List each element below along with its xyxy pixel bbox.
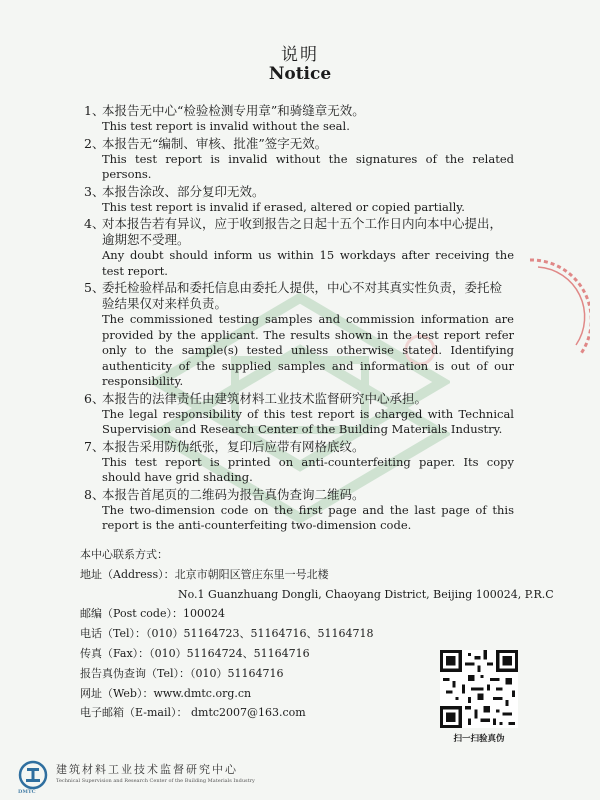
address-cn: 北京市朝阳区管庄东里一号北楼 xyxy=(174,567,329,581)
notice-text-en: Any doubt should inform us within 15 workdays after receiving the test report. xyxy=(102,248,514,278)
notice-item xyxy=(84,103,514,135)
dmtc-logo-icon xyxy=(18,760,48,790)
footer-org-name-en: Technical Supervision and Research Center of the Building Materials Industry xyxy=(56,778,255,784)
notice-number: 2、 xyxy=(84,135,105,151)
notice-text-en: This test report is invalid if erased, altered or copied partially. xyxy=(102,199,465,214)
contact-heading: 本中心联系方式： xyxy=(80,548,168,561)
notice-item xyxy=(84,280,514,390)
notice-number: 1、 xyxy=(84,103,105,118)
notice-text-en: This test report is invalid without the seal. xyxy=(102,119,350,133)
notice-item xyxy=(84,216,514,279)
notice-text-cn: 本报告的法律责任由建筑材料工业技术监督研究中心承担。 xyxy=(102,390,428,406)
notice-item xyxy=(84,391,514,438)
notice-number: 3、 xyxy=(84,183,105,199)
notice-text-cn: 本报告无“编制、审核、批准”签字无效。 xyxy=(102,135,328,151)
contact-email: 电子邮箱（E-mail）： dmtc2007@163.com xyxy=(80,706,306,720)
contact-tel: 电话（Tel）：（010）51164723、51164716、51164718 xyxy=(80,627,374,641)
notice-number: 6、 xyxy=(84,390,105,406)
qr-code-block[interactable] xyxy=(440,650,518,744)
qr-caption: 扫一扫验真伪 xyxy=(453,734,505,744)
notice-text-en: This test report is invalid without the signatures of the related persons. xyxy=(102,151,514,181)
footer-org-name-cn: 建筑材料工业技术监督研究中心 xyxy=(56,763,238,776)
notice-text-cn: 对本报告若有异议，应于收到报告之日起十五个工作日内向本中心提出，逾期恕不受理。 xyxy=(102,216,503,247)
notice-number: 5、 xyxy=(84,280,105,295)
footer-abbreviation: DMTC xyxy=(18,789,36,795)
notice-text-en: The commissioned testing samples and commission information are provided by the applicant. The results shown in the test report refer only to the sample(s) tested unless otherwise stated. Identifying authenticity of the supplied samples and information is out of our responsibility. xyxy=(102,312,514,388)
notice-number: 8、 xyxy=(84,486,105,502)
footer xyxy=(10,758,310,794)
address-en: No.1 Guanzhuang Dongli, Chaoyang District, Beijing 100024, P.R.C xyxy=(178,587,554,601)
red-seal-icon xyxy=(520,255,590,365)
notice-text-cn: 本报告采用防伪纸张，复印后应带有网格底纹。 xyxy=(102,438,365,454)
notice-list xyxy=(84,103,514,535)
notice-item xyxy=(84,439,514,486)
notice-text-cn: 本报告首尾页的二维码为报告真伪查询二维码。 xyxy=(102,486,365,502)
notice-text-en: This test report is printed on anti-counterfeiting paper. Its copy should have grid shading. xyxy=(102,454,514,484)
contact-postcode: 邮编（Post code）：100024 xyxy=(80,607,225,621)
notice-number: 4、 xyxy=(84,216,105,231)
page-title-en: Notice xyxy=(268,64,332,84)
contact-address-row xyxy=(80,565,440,585)
notice-text-cn: 委托检验样品和委托信息由委托人提供，中心不对其真实性负责，委托检验结果仅对来样负责。 xyxy=(102,280,503,311)
notice-text-en: The two-dimension code on the first page and the last page of this report is the anti-counterfeiting two-dimension code. xyxy=(102,502,514,532)
notice-text-cn: 本报告无中心“检验检测专用章”和骑缝章无效。 xyxy=(102,103,365,118)
page-title-cn: 说明 xyxy=(281,45,319,65)
notice-number: 7、 xyxy=(84,438,105,454)
notice-text-cn: 本报告涂改、部分复印无效。 xyxy=(102,183,265,199)
notice-item xyxy=(84,136,514,183)
contact-verify-tel: 报告真伪查询（Tel）：（010）51164716 xyxy=(80,666,284,680)
notice-text-en: The legal responsibility of this test report is charged with Technical Supervision and Research Center of the Building Materials Industry. xyxy=(102,406,514,436)
contact-info xyxy=(80,545,554,723)
notice-item xyxy=(84,184,514,216)
contact-fax: 传真（Fax）：（010）51164724、51164716 xyxy=(80,646,310,660)
contact-web: 网址（Web）：www.dmtc.org.cn xyxy=(80,686,252,700)
qr-code-icon[interactable] xyxy=(440,650,518,728)
address-label: 地址（Address）： xyxy=(80,567,175,581)
notice-item xyxy=(84,487,514,534)
